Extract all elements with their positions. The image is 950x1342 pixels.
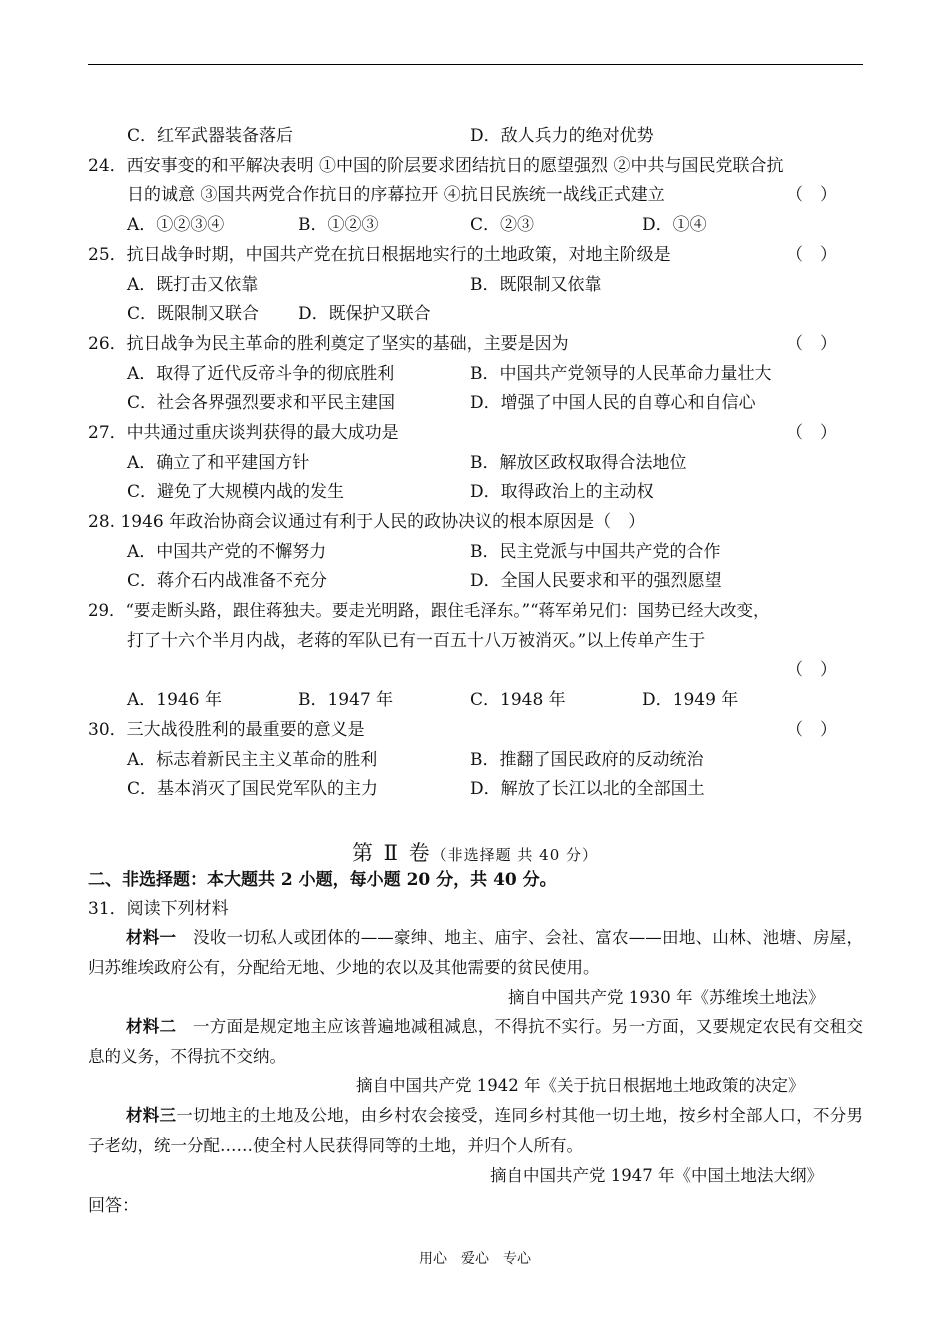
material-2-tag: 材料二	[126, 1017, 177, 1036]
q29-stem-line2: 打了十六个半月内战，老蒋的军队已有一百五十八万被消灭。”以上传单产生于	[127, 631, 706, 651]
q26-option-b: B．中国共产党领导的人民革命力量壮大	[470, 364, 772, 384]
q26-answer-blank: （ ）	[786, 334, 837, 354]
q30-answer-blank: （ ）	[786, 720, 837, 740]
q25-option-d: D．既保护又联合	[298, 304, 431, 324]
q28-stem: 28. 1946 年政治协商会议通过有利于人民的政协决议的根本原因是（ ）	[88, 512, 646, 532]
q27-option-d: D．取得政治上的主动权	[470, 482, 654, 502]
section-title-main: 第 Ⅱ 卷	[351, 841, 432, 865]
q24-stem-line2: 日的诚意 ③国共两党合作抗日的序幕拉开 ④抗日民族统一战线正式建立	[127, 185, 665, 205]
q24-option-d: D．①④	[642, 215, 707, 235]
material-2-text: 一方面是规定地主应该普遍地减租减息，不得抗不实行。另一方面，又要规定农民有交租交息的义务，不得抗不交纳。	[88, 1017, 864, 1066]
q24-option-c: C．②③	[470, 215, 535, 235]
q24-stem-line1: 24．西安事变的和平解决表明 ①中国的阶层要求团结抗日的愿望强烈 ②中共与国民党联合抗	[88, 156, 784, 176]
q28-option-b: B．民主党派与中国共产党的合作	[470, 542, 721, 562]
q31-stem: 31．阅读下列材料	[88, 899, 229, 919]
q25-option-a: A．既打击又依靠	[127, 275, 259, 295]
material-3-tag: 材料三	[126, 1106, 177, 1125]
q25-option-c: C．既限制又联合	[127, 304, 260, 324]
header-rule	[88, 64, 863, 65]
q23-option-d: D．敌人兵力的绝对优势	[470, 126, 654, 146]
q24-option-b: B．①②③	[298, 215, 379, 235]
q29-option-a: A．1946 年	[127, 690, 222, 710]
q25-option-b: B．既限制又依靠	[470, 275, 602, 295]
section-heading: 二、非选择题：本大题共 2 小题，每小题 20 分，共 40 分。	[88, 870, 557, 890]
material-3	[88, 1101, 863, 1161]
q29-option-d: D．1949 年	[642, 690, 739, 710]
q29-option-b: B．1947 年	[298, 690, 394, 710]
q25-answer-blank: （ ）	[786, 245, 837, 265]
q26-stem: 26．抗日战争为民主革命的胜利奠定了坚实的基础，主要是因为	[88, 334, 569, 354]
material-2-source: 摘自中国共产党 1942 年《关于抗日根据地土地政策的决定》	[356, 1076, 805, 1095]
material-1-text: 没收一切私人或团体的——豪绅、地主、庙宇、会社、富农——田地、山林、池塘、房屋，归苏维埃政府公有，分配给无地、少地的农以及其他需要的贫民使用。	[88, 928, 864, 977]
page-footer: 用心 爱心 专心	[419, 1251, 531, 1267]
material-1-source: 摘自中国共产党 1930 年《苏维埃土地法》	[508, 988, 825, 1007]
q30-option-a: A．标志着新民主主义革命的胜利	[127, 750, 378, 770]
material-3-text: 一切地主的土地及公地，由乡村农会接受，连同乡村其他一切土地，按乡村全部人口，不分男子老幼，统一分配……使全村人民获得同等的土地，并归个人所有。	[88, 1106, 864, 1155]
q27-option-a: A．确立了和平建国方针	[127, 453, 310, 473]
q29-answer-blank: （ ）	[786, 660, 837, 680]
q29-stem-line1: 29．“要走断头路，跟住蒋独夫。要走光明路，跟住毛泽东。”“蒋军弟兄们：国势已经大改变，	[88, 601, 770, 620]
material-3-source: 摘自中国共产党 1947 年《中国土地法大纲》	[490, 1166, 823, 1185]
q30-option-d: D．解放了长江以北的全部国土	[470, 779, 705, 799]
q28-option-a: A．中国共产党的不懈努力	[127, 542, 327, 562]
material-1	[88, 923, 863, 983]
q27-option-b: B．解放区政权取得合法地位	[470, 453, 687, 473]
q24-answer-blank: （ ）	[786, 185, 837, 205]
q27-stem: 27．中共通过重庆谈判获得的最大成功是	[88, 423, 399, 443]
q30-option-b: B．推翻了国民政府的反动统治	[470, 750, 704, 770]
q26-option-d: D．增强了中国人民的自尊心和自信心	[470, 393, 756, 413]
q26-option-c: C．社会各界强烈要求和平民主建国	[127, 393, 396, 413]
section-title	[0, 837, 950, 867]
q26-option-a: A．取得了近代反帝斗争的彻底胜利	[127, 364, 395, 384]
q27-answer-blank: （ ）	[786, 423, 837, 443]
answer-prompt: 回答：	[88, 1196, 139, 1216]
q28-option-c: C．蒋介石内战准备不充分	[127, 571, 328, 591]
q29-option-c: C．1948 年	[470, 690, 566, 710]
section-title-sub: （非选择题 共 40 分）	[431, 846, 599, 864]
q27-option-c: C．避免了大规模内战的发生	[127, 482, 345, 502]
material-1-tag: 材料一	[126, 928, 177, 947]
q25-stem: 25．抗日战争时期，中国共产党在抗日根据地实行的土地政策，对地主阶级是	[88, 245, 671, 265]
q28-option-d: D．全国人民要求和平的强烈愿望	[470, 571, 722, 591]
q30-stem: 30．三大战役胜利的最重要的意义是	[88, 720, 365, 740]
q30-option-c: C．基本消灭了国民党军队的主力	[127, 779, 379, 799]
material-2	[88, 1012, 863, 1072]
q24-option-a: A．①②③④	[127, 215, 225, 235]
q23-option-c: C．红军武器装备落后	[127, 126, 294, 146]
